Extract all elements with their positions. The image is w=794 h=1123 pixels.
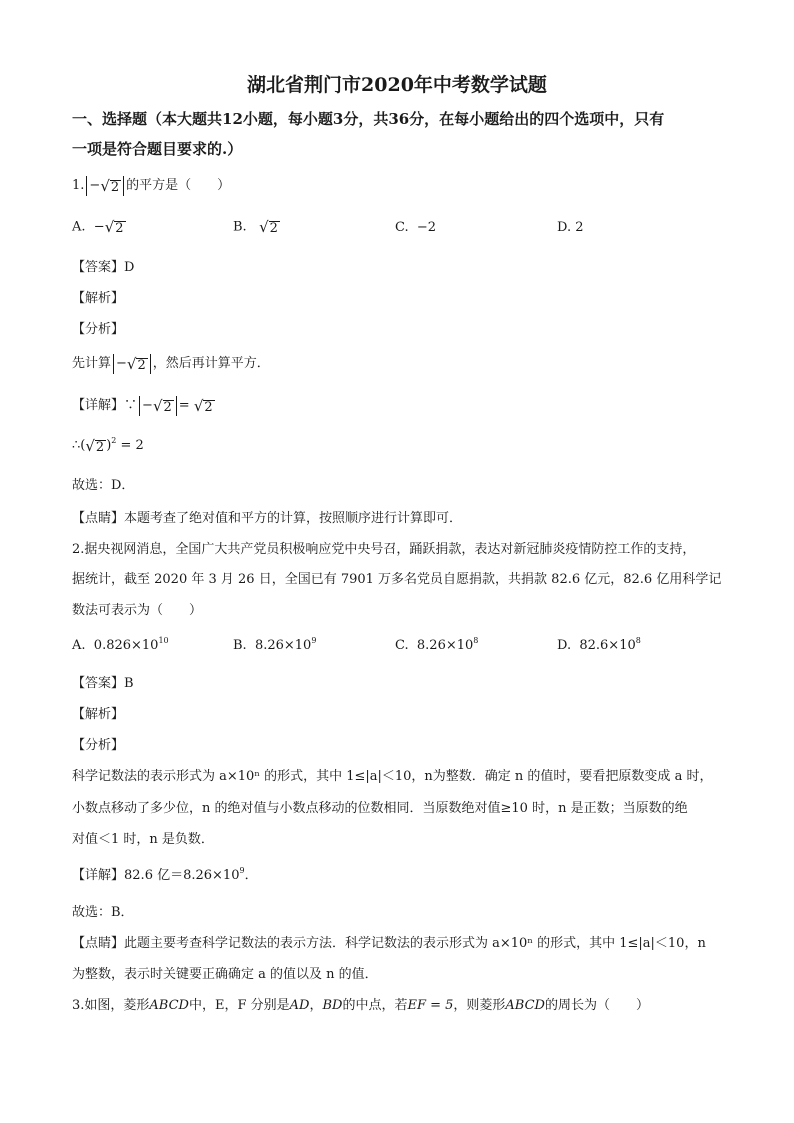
q2-dianjing-line1: 【点睛】此题主要考查科学记数法的表示方法．科学记数法的表示形式为 a×10ⁿ 的形式，其中 1≤|a|＜10，n (72, 936, 706, 951)
q1-minus: − (89, 178, 101, 193)
q1-dianjing: 【点睛】本题考查了绝对值和平方的计算，按照顺序进行计算即可． (72, 511, 463, 526)
q2-option-c: C. $8.26\times 10^8$ (395, 636, 479, 653)
section-heading-line1: 一、选择题（本大题共12小题，每小题3分，共36分，在每小题给出的四个选项中，只有 (72, 110, 665, 128)
q1-number: 1. (72, 178, 85, 193)
q2-stem-line1: 2.据央视网消息，全国广大共产党员积极响应党中央号召，踊跃捐款，表达对新冠肺炎疫情防控工作的支持， (72, 542, 696, 557)
q2-stem-line2: 据统计，截至 2020 年 3 月 26 日，全国已有 7901 万多名党员自愿捐款，共捐款 82.6 亿元，82.6 亿用科学记 (72, 572, 722, 587)
q1-suffix: 的平方是（ ） (126, 178, 231, 193)
sqrt-symbol: √2 (126, 354, 146, 373)
q2-jiexi: 【解析】 (72, 707, 125, 722)
q3-stem: 3.如图，菱形ABCD中，E，F 分别是AD，BD的中点，若EF = 5，则菱形ABCD的周长为（ ） (72, 998, 649, 1013)
q1-option-d: D. 2 (557, 220, 584, 235)
q2-option-b: B. $8.26\times 10^9$ (233, 636, 317, 653)
q2-option-d: D. $82.6\times 10^8$ (557, 636, 641, 653)
abs-bar-right (123, 176, 124, 196)
q1-jiexi: 【解析】 (72, 291, 125, 306)
q1-guxuan: 故选：D． (72, 478, 135, 493)
q2-stem-line3: 数法可表示为（ ） (72, 603, 203, 618)
sqrt-symbol: √2 (100, 176, 120, 195)
q1-stem (72, 174, 230, 196)
q1-option-a: A. −√2 (72, 218, 124, 236)
sqrt-symbol: √2 (193, 396, 213, 415)
sqrt-symbol: √2 (104, 218, 124, 236)
q2-fenxi-line2: 小数点移动了多少位，n 的绝对值与小数点移动的位数相同．当原数绝对值≥10 时，n 是正数；当原数的绝 (72, 801, 688, 816)
q1-option-c: C. −2 (395, 220, 437, 235)
sqrt-symbol: √2 (85, 436, 105, 455)
q1-answer: 【答案】D (72, 260, 135, 275)
q2-answer: 【答案】B (72, 676, 134, 691)
sqrt-symbol: √2 (152, 396, 172, 415)
q2-guxuan: 故选：B． (72, 905, 134, 920)
q2-option-a: A. $0.826\times 10^{10}$ (72, 636, 169, 653)
q1-therefore: ∴(√2 )$^2$ = 2 (72, 436, 144, 455)
q2-xiangjie: 【详解】82.6 亿$=8.26\times 10^9$． (72, 866, 258, 883)
q2-fenxi-line3: 对值＜1 时，n 是负数． (72, 832, 214, 847)
q1-option-b: B. √2 (233, 218, 278, 236)
q2-fenxi: 【分析】 (72, 738, 125, 753)
sqrt-symbol: √2 (259, 218, 278, 236)
page-title: 湖北省荆门市2020年中考数学试题 (247, 74, 547, 96)
q2-fenxi-line1: 科学记数法的表示形式为 a×10ⁿ 的形式，其中 1≤|a|＜10，n为整数．确定 n 的值时，要看把原数变成 a 时， (72, 769, 713, 784)
q1-xiangjie: 【详解】∵ −√2 = √2 (72, 396, 213, 415)
abs-bar-left (86, 176, 87, 196)
q1-fenxi: 【分析】 (72, 322, 125, 337)
section-heading-line2: 一项是符合题目要求的.） (72, 140, 243, 158)
q2-dianjing-line2: 为整数，表示时关键要正确确定 a 的值以及 n 的值． (72, 967, 378, 982)
q1-fenxi-text: 先计算 −√2 ，然后再计算平方． (72, 354, 270, 373)
